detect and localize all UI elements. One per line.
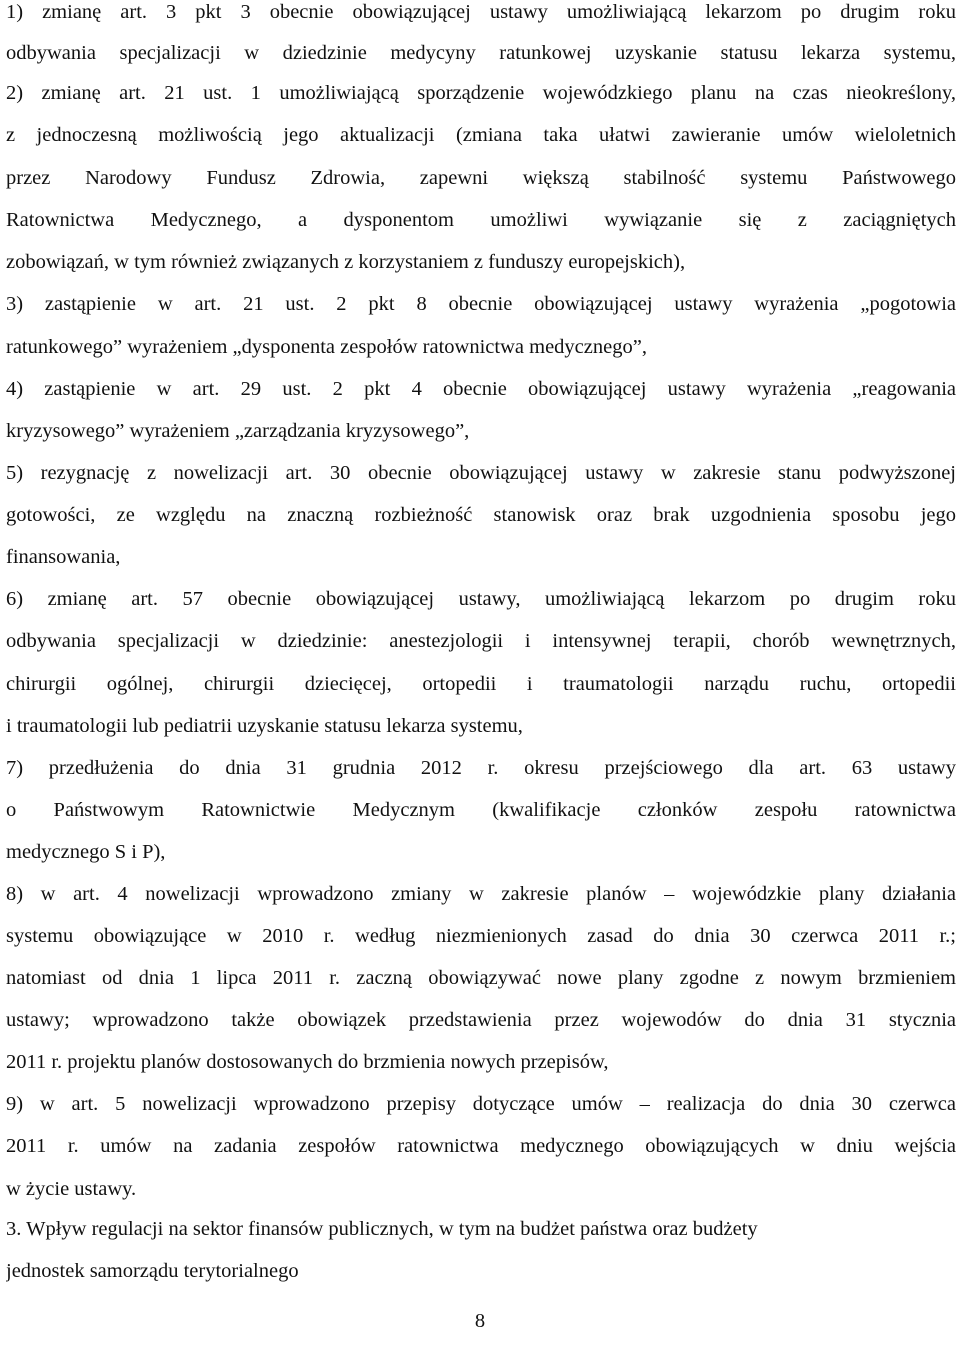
text-line: 4) zastąpienie w art. 29 ust. 2 pkt 4 obecnie obowiązującej ustawy wyrażenia „reagowania — [6, 378, 956, 400]
section-heading: jednostek samorządu terytorialnego — [6, 1260, 299, 1282]
text-line: o Państwowym Ratownictwie Medycznym (kwalifikacje członków zespołu ratownictwa — [6, 799, 956, 821]
text-line: natomiast od dnia 1 lipca 2011 r. zaczną obowiązywać nowe plany zgodne z nowym brzmieniem — [6, 967, 956, 989]
text-line: przez Narodowy Fundusz Zdrowia, zapewni większą stabilność systemu Państwowego — [6, 167, 956, 189]
text-line: gotowości, ze względu na znaczną rozbieżność stanowisk oraz brak uzgodnienia sposobu jego — [6, 504, 956, 526]
text-line: finansowania, — [6, 546, 121, 568]
text-line: kryzysowego” wyrażeniem „zarządzania kryzysowego”, — [6, 420, 470, 442]
text-line: w życie ustawy. — [6, 1178, 137, 1200]
page-number: 8 — [474, 1310, 486, 1332]
document-page — [6, 0, 956, 1360]
text-line: ustawy; wprowadzono także obowiązek przedstawienia przez wojewodów do dnia 31 stycznia — [6, 1009, 956, 1031]
text-line: 3) zastąpienie w art. 21 ust. 2 pkt 8 obecnie obowiązującej ustawy wyrażenia „pogotowia — [6, 293, 956, 315]
text-line: 1) zmianę art. 3 pkt 3 obecnie obowiązującej ustawy umożliwiającą lekarzom po drugim roku — [6, 1, 956, 23]
text-line: ratunkowego” wyrażeniem „dysponenta zespołów ratownictwa medycznego”, — [6, 336, 647, 358]
text-line: 6) zmianę art. 57 obecnie obowiązującej ustawy, umożliwiającą lekarzom po drugim roku — [6, 588, 956, 610]
text-line: 7) przedłużenia do dnia 31 grudnia 2012 r. okresu przejściowego dla art. 63 ustawy — [6, 757, 956, 779]
text-line: 8) w art. 4 nowelizacji wprowadzono zmiany w zakresie planów – wojewódzkie plany działania — [6, 883, 956, 905]
section-heading: 3. Wpływ regulacji na sektor finansów publicznych, w tym na budżet państwa oraz budżety — [6, 1218, 758, 1240]
text-line: 2011 r. projektu planów dostosowanych do brzmienia nowych przepisów, — [6, 1051, 609, 1073]
text-line: zobowiązań, w tym również związanych z korzystaniem z funduszy europejskich), — [6, 251, 686, 273]
text-line: chirurgii ogólnej, chirurgii dziecięcej, ortopedii i traumatologii narządu ruchu, ortopedii — [6, 673, 956, 695]
text-line: z jednoczesną możliwością jego aktualizacji (zmiana taka ułatwi zawieranie umów wieloletnich — [6, 124, 956, 146]
text-line: 2) zmianę art. 21 ust. 1 umożliwiającą sporządzenie wojewódzkiego planu na czas nieokreślony, — [6, 82, 956, 104]
text-line: systemu obowiązujące w 2010 r. według niezmienionych zasad do dnia 30 czerwca 2011 r.; — [6, 925, 956, 947]
text-line: 9) w art. 5 nowelizacji wprowadzono przepisy dotyczące umów – realizacja do dnia 30 czerwca — [6, 1093, 956, 1115]
text-line: 2011 r. umów na zadania zespołów ratownictwa medycznego obowiązujących w dniu wejścia — [6, 1135, 956, 1157]
text-line: 5) rezygnację z nowelizacji art. 30 obecnie obowiązującej ustawy w zakresie stanu podwyższonej — [6, 462, 956, 484]
text-line: odbywania specjalizacji w dziedzinie: anestezjologii i intensywnej terapii, chorób wewnętrznych, — [6, 630, 956, 652]
text-line: odbywania specjalizacji w dziedzinie medycyny ratunkowej uzyskanie statusu lekarza systemu, — [6, 42, 956, 64]
text-line: Ratownictwa Medycznego, a dysponentom umożliwi wywiązanie się z zaciągniętych — [6, 209, 956, 231]
text-line: medycznego S i P), — [6, 841, 166, 863]
text-line: i traumatologii lub pediatrii uzyskanie statusu lekarza systemu, — [6, 715, 523, 737]
